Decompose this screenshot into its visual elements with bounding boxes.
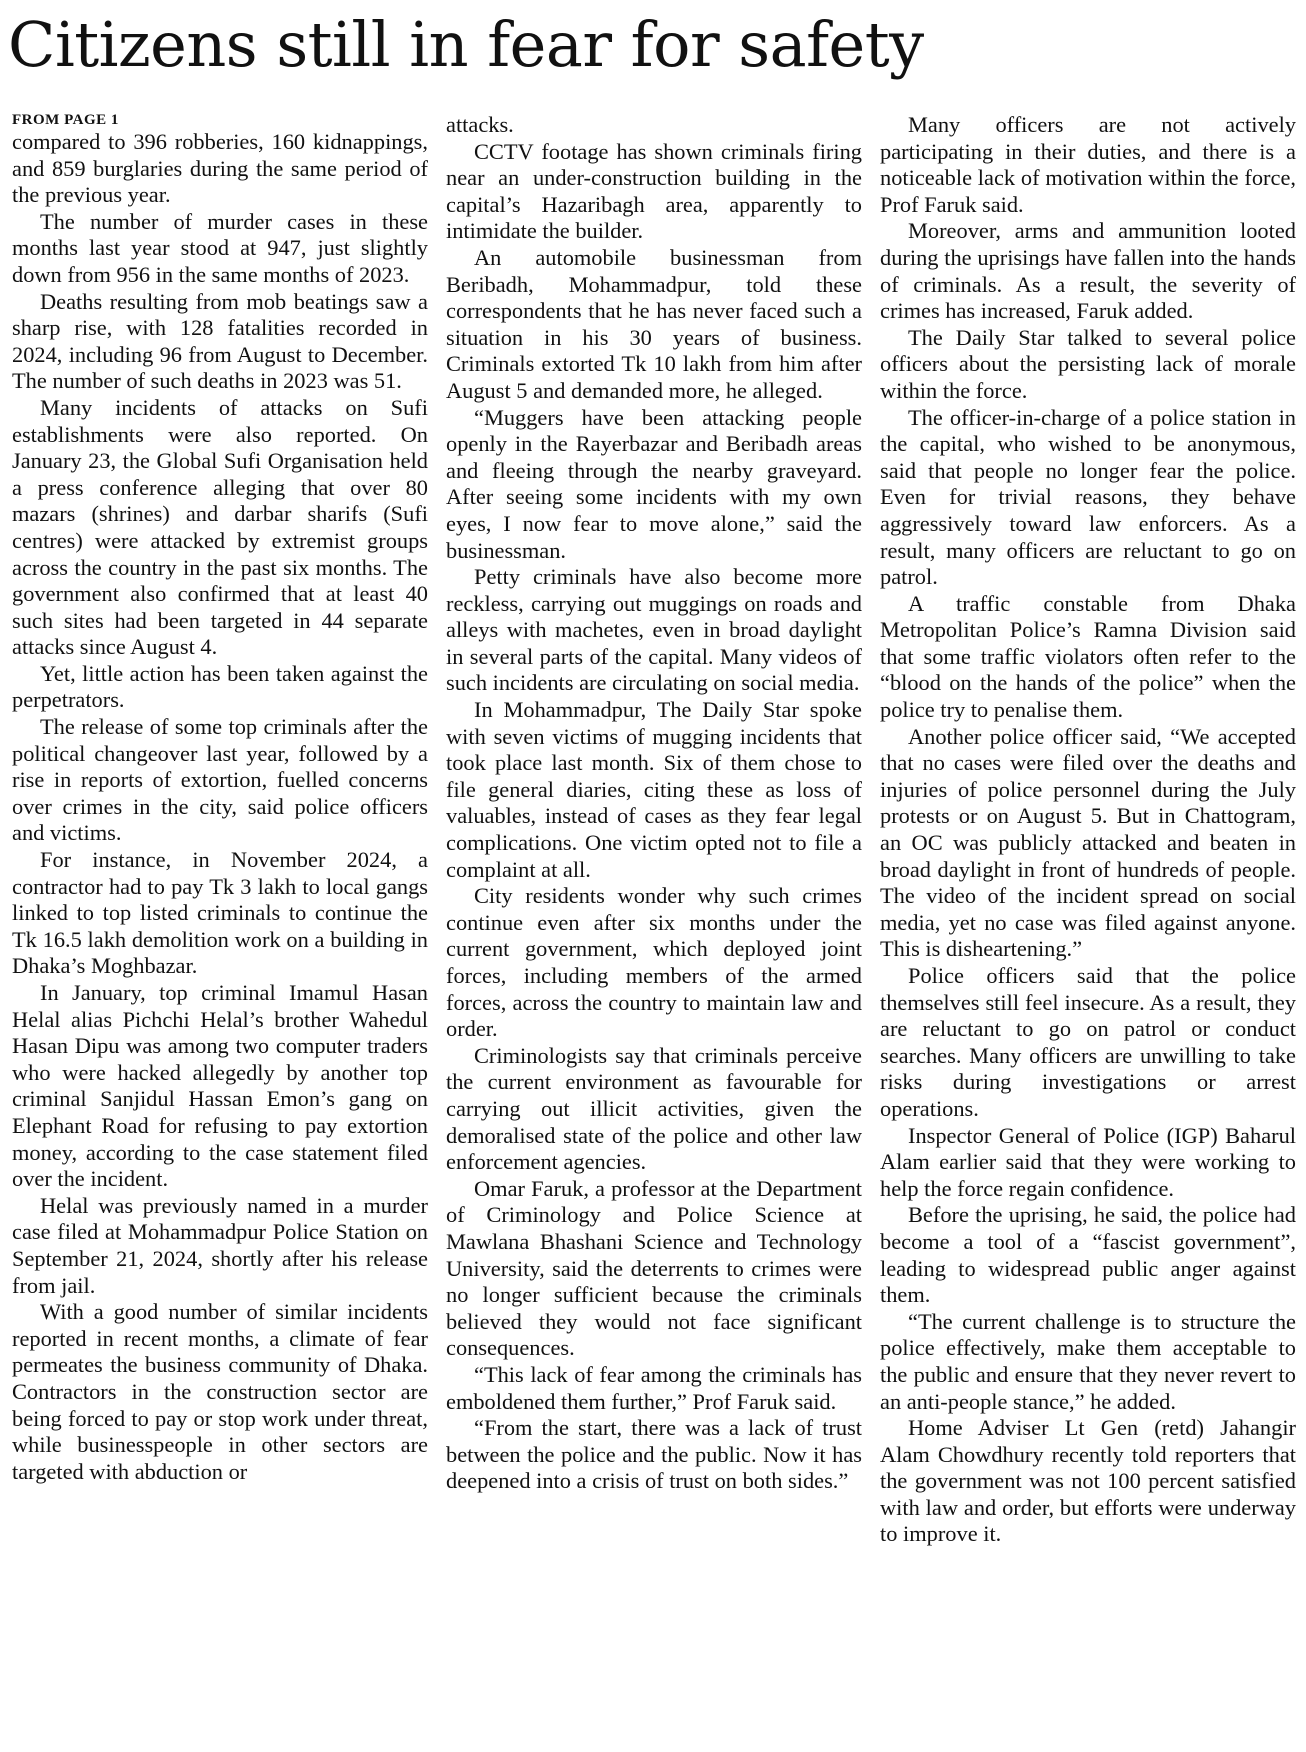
paragraph: compared to 396 robberies, 160 kidnappings, and 859 burglaries during the same period of the previous year. (12, 129, 428, 208)
paragraph: For instance, in November 2024, a contractor had to pay Tk 3 lakh to local gangs linked to top listed criminals to continue the Tk 16.5 lakh demolition work on a building in Dhaka’s Moghbazar. (12, 847, 428, 979)
paragraph: Criminologists say that criminals perceive the current environment as favourable for carrying out illicit activities, given the demoralised state of the police and other law enforcement agencies. (446, 1042, 862, 1175)
paragraph: “Muggers have been attacking people openly in the Rayerbazar and Beribadh areas and fleeing through the nearby graveyard. After seeing some incidents with my own eyes, I now fear to move alone,” said the businessman. (446, 404, 862, 563)
paragraph: The release of some top criminals after the political changeover last year, followed by a rise in reports of extortion, fuelled concerns over crimes in the city, said police officers and victims. (12, 714, 428, 846)
paragraph: “The current challenge is to structure the police effectively, make them acceptable to the public and ensure that they never revert to an anti-people stance,” he added. (880, 1308, 1296, 1414)
paragraph: Omar Faruk, a professor at the Department of Criminology and Police Science at Mawlana Bhashani Science and Technology University, said the deterrents to crimes were no longer sufficient because the criminals believed they would not face significant consequences. (446, 1175, 862, 1361)
paragraph: City residents wonder why such crimes continue even after six months under the current government, which deployed joint forces, including members of the armed forces, across the country to maintain law and order. (446, 883, 862, 1042)
paragraph: Deaths resulting from mob beatings saw a sharp rise, with 128 fatalities recorded in 2024, including 96 from August to December. The number of such deaths in 2023 was 51. (12, 288, 428, 394)
paragraph: An automobile businessman from Beribadh, Mohammadpur, told these correspondents that he has never faced such a situation in his 30 years of business. Criminals extorted Tk 10 lakh from him after August 5 and demanded more, he alleged. (446, 244, 862, 403)
article-column-3 (880, 112, 1296, 1742)
paragraph: Moreover, arms and ammunition looted during the uprisings have fallen into the hands of criminals. As a result, the severity of crimes has increased, Faruk added. (880, 218, 1296, 324)
paragraph: “From the start, there was a lack of trust between the police and the public. Now it has deepened into a crisis of trust on both sides.” (446, 1415, 862, 1494)
paragraph: Petty criminals have also become more reckless, carrying out muggings on roads and alleys with machetes, even in broad daylight in several parts of the capital. Many videos of such incidents are circulating on social media. (446, 564, 862, 696)
article-column-1 (12, 112, 428, 1742)
paragraph: “This lack of fear among the criminals has emboldened them further,” Prof Faruk said. (446, 1361, 862, 1414)
headline: Citizens still in fear for safety (8, 8, 924, 81)
paragraph: With a good number of similar incidents reported in recent months, a climate of fear permeates the business community of Dhaka. Contractors in the construction sector are being forced to pay or stop work under threat, while businesspeople in other sectors are targeted with abduction or (12, 1299, 428, 1484)
paragraph: Another police officer said, “We accepted that no cases were filed over the deaths and injuries of police personnel during the July protests or on August 5. But in Chattogram, an OC was publicly attacked and beaten in broad daylight in front of hundreds of people. The video of the incident spread on social media, yet no case was filed against anyone. This is disheartening.” (880, 723, 1296, 962)
paragraph: Many officers are not actively participating in their duties, and there is a noticeable lack of motivation within the force, Prof Faruk said. (880, 112, 1296, 217)
paragraph: The officer-in-charge of a police station in the capital, who wished to be anonymous, said that people no longer fear the police. Even for trivial reasons, they behave aggressively toward law enforcers. As a result, many officers are reluctant to go on patrol. (880, 404, 1296, 590)
paragraph: The number of murder cases in these months last year stood at 947, just slightly down from 956 in the same months of 2023. (12, 208, 428, 287)
paragraph: In Mohammadpur, The Daily Star spoke with seven victims of mugging incidents that took place last month. Six of them chose to file general diaries, citing these as loss of valuables, instead of cases as they fear legal complications. One victim opted not to file a complaint at all. (446, 697, 862, 882)
paragraph: Home Adviser Lt Gen (retd) Jahangir Alam Chowdhury recently told reporters that the government was not 100 percent satisfied with law and order, but efforts were underway to improve it. (880, 1415, 1296, 1547)
paragraph: Before the uprising, he said, the police had become a tool of a “fascist government”, leading to widespread public anger against them. (880, 1202, 1296, 1308)
paragraph: The Daily Star talked to several police officers about the persisting lack of morale within the force. (880, 324, 1296, 403)
paragraph: Helal was previously named in a murder case filed at Mohammadpur Police Station on September 21, 2024, shortly after his release from jail. (12, 1192, 428, 1298)
paragraph: In January, top criminal Imamul Hasan Helal alias Pichchi Helal’s brother Wahedul Hasan Dipu was among two computer traders who were hacked allegedly by another top criminal Sanjidul Hassan Emon’s gang on Elephant Road for refusing to pay extortion money, according to the case statement filed over the incident. (12, 980, 428, 1192)
continuation-kicker: FROM PAGE 1 (12, 112, 119, 128)
paragraph: Yet, little action has been taken against the perpetrators. (12, 660, 428, 713)
paragraph: Many incidents of attacks on Sufi establishments were also reported. On January 23, the Global Sufi Organisation held a press conference alleging that over 80 mazars (shrines) and darbar sharifs (Sufi centres) were attacked by extremist groups across the country in the past six months. The government also confirmed that at least 40 such sites had been targeted in 44 separate attacks since August 4. (12, 394, 428, 660)
paragraph: attacks. (446, 112, 514, 137)
article-column-2 (446, 112, 862, 1742)
paragraph: A traffic constable from Dhaka Metropolitan Police’s Ramna Division said that some traffic violators often refer to the “blood on the hands of the police” when the police try to penalise them. (880, 590, 1296, 723)
paragraph: Police officers said that the police themselves still feel insecure. As a result, they are reluctant to go on patrol or conduct searches. Many officers are unwilling to take risks during investigations or arrest operations. (880, 963, 1296, 1121)
paragraph: Inspector General of Police (IGP) Baharul Alam earlier said that they were working to help the force regain confidence. (880, 1122, 1296, 1201)
paragraph: CCTV footage has shown criminals firing near an under-construction building in the capital’s Hazaribagh area, apparently to intimidate the builder. (446, 138, 862, 244)
